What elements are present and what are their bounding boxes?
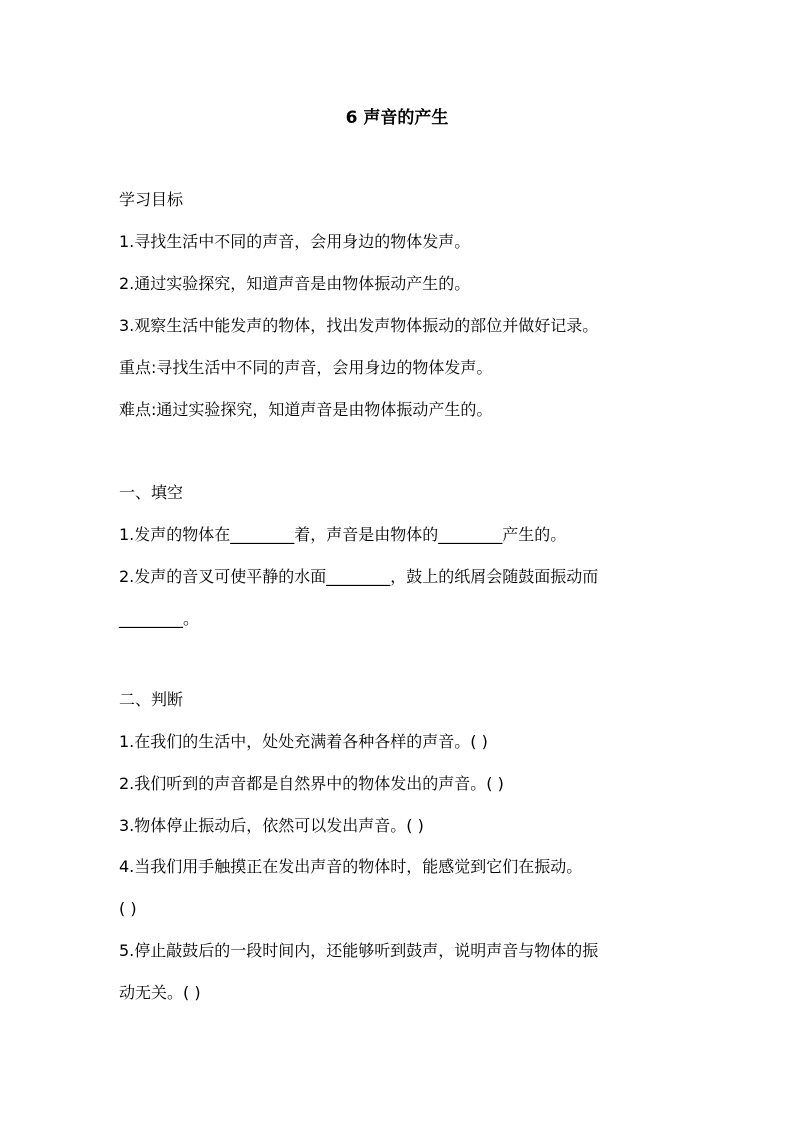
judgment-question-4-line-1: 4.当我们用手触摸正在发出声音的物体时，能感觉到它们在振动。 [119, 857, 583, 876]
objective-item-3: 3.观察生活中能发声的物体，找出发声物体振动的部位并做好记录。 [119, 316, 599, 335]
objective-item-1: 1.寻找生活中不同的声音，会用身边的物体发声。 [119, 232, 471, 251]
key-point: 重点:寻找生活中不同的声音，会用身边的物体发声。 [119, 358, 493, 377]
judgment-question-4-line-2: ( ) [119, 899, 137, 918]
page-title: 6 声音的产生 [345, 108, 449, 128]
judgment-question-1: 1.在我们的生活中，处处充满着各种各样的声音。( ) [119, 732, 488, 751]
difficult-point: 难点:通过实验探究，知道声音是由物体振动产生的。 [119, 400, 493, 419]
fill-blank-question-2-line-2: ________。 [119, 609, 200, 628]
judgment-question-5-line-1: 5.停止敲鼓后的一段时间内，还能够听到鼓声，说明声音与物体的振 [119, 941, 599, 960]
judgment-question-3: 3.物体停止振动后，依然可以发出声音。( ) [119, 816, 424, 835]
objectives-heading: 学习目标 [119, 190, 184, 209]
fill-blank-heading: 一、填空 [119, 483, 184, 502]
fill-blank-question-1: 1.发声的物体在________着，声音是由物体的________产生的。 [119, 525, 567, 544]
judgment-question-2: 2.我们听到的声音都是自然界中的物体发出的声音。( ) [119, 774, 504, 793]
objective-item-2: 2.通过实验探究，知道声音是由物体振动产生的。 [119, 274, 471, 293]
judgment-heading: 二、判断 [119, 690, 184, 709]
judgment-question-5-line-2: 动无关。( ) [119, 983, 201, 1002]
fill-blank-question-2-line-1: 2.发声的音叉可使平静的水面________，鼓上的纸屑会随鼓面振动而 [119, 567, 599, 586]
